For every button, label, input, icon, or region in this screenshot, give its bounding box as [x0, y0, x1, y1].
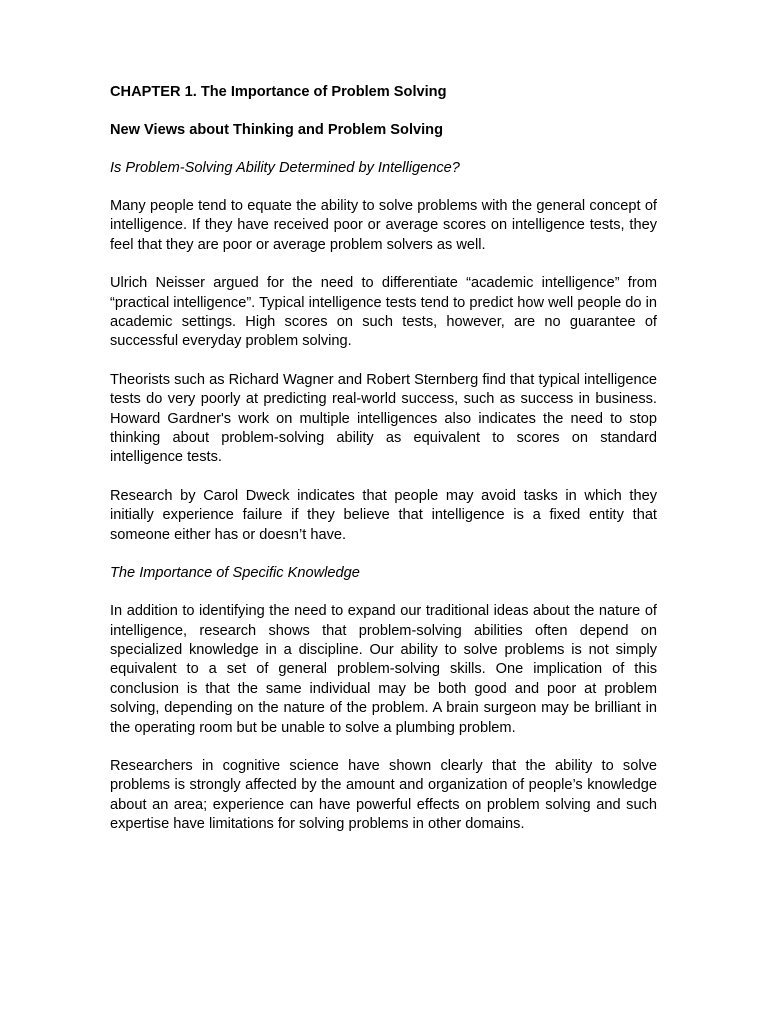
section-title: New Views about Thinking and Problem Solving: [110, 122, 443, 138]
chapter-title: CHAPTER 1. The Importance of Problem Solving: [110, 84, 447, 100]
paragraph: Theorists such as Richard Wagner and Robert Sternberg find that typical intelligence tests do very poorly at predicting real-world success, such as success in business. Howard Gardner's work on multiple intelligences also indicates the need to stop thinking about problem-solving ability as equivalent to scores on standard intelligence tests.: [110, 371, 657, 466]
paragraph: In addition to identifying the need to expand our traditional ideas about the nature of intelligence, research shows that problem-solving abilities often depend on specialized knowledge in a discipline. Our ability to solve problems is not simply equivalent to a set of general problem-solving skills. One implication of this conclusion is that the same individual may be both good and poor at problem solving, depending on the nature of the problem. A brain surgeon may be brilliant in the operating room but be unable to solve a plumbing problem.: [110, 603, 657, 736]
paragraph: Many people tend to equate the ability to solve problems with the general concept of intelligence. If they have received poor or average scores on intelligence tests, they feel that they are poor or average problem solvers as well.: [110, 198, 657, 253]
paragraph: Researchers in cognitive science have shown clearly that the ability to solve problems is strongly affected by the amount and organization of people’s knowledge about an area; experience can have powerful effects on problem solving and such expertise have limitations for solving problems in other domains.: [110, 757, 657, 833]
paragraph: Research by Carol Dweck indicates that people may avoid tasks in which they initially experience failure if they believe that intelligence is a fixed entity that someone either has or doesn’t have.: [110, 487, 657, 543]
document-page: [110, 83, 657, 854]
subsection-heading-intelligence: Is Problem-Solving Ability Determined by Intelligence?: [110, 160, 460, 176]
subsection-heading-knowledge: The Importance of Specific Knowledge: [110, 565, 360, 582]
paragraph: Ulrich Neisser argued for the need to differentiate “academic intelligence” from “practical intelligence”. Typical intelligence tests tend to predict how well people do in academic settings. High scores on such tests, however, are no guarantee of successful everyday problem solving.: [110, 275, 657, 350]
